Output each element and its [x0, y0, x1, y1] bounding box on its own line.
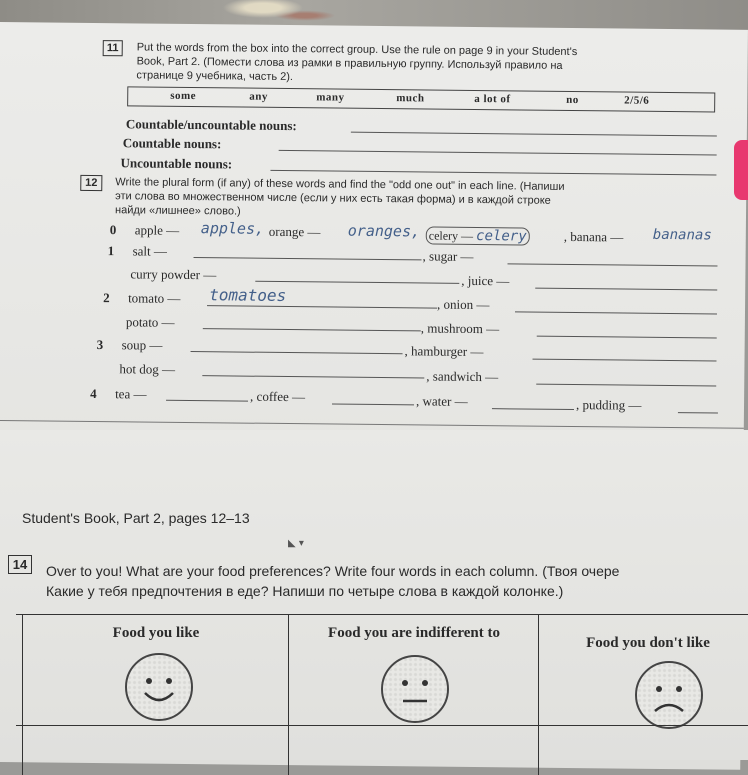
page-edge	[0, 420, 744, 429]
line-number: 2	[103, 290, 110, 306]
word: salt —	[132, 243, 167, 259]
word: , sugar —	[422, 248, 474, 264]
word: curry powder —	[130, 266, 217, 283]
word-box-item: a lot of	[474, 92, 511, 106]
word: soup —	[121, 337, 163, 353]
word: , mushroom —	[420, 320, 500, 337]
exercise-14-number: 14	[8, 555, 32, 574]
answer-line[interactable]	[166, 400, 248, 402]
handwritten-answer: oranges,	[347, 221, 421, 241]
word-box-item: no	[566, 93, 579, 107]
line-number: 3	[96, 337, 104, 353]
word: celery —	[428, 228, 474, 243]
line-number: 1	[107, 243, 115, 259]
group-label-countable-uncountable: Countable/uncountable nouns:	[125, 116, 297, 134]
word-box-item: much	[396, 92, 425, 105]
exercise-12-instruction-2: эти слова во множественном числе (если у них есть такая форма) и в каждой строке	[115, 190, 551, 207]
word: , juice —	[461, 272, 510, 289]
word-box-item: many	[316, 91, 345, 104]
food-preferences-table	[16, 614, 748, 775]
word: , pudding —	[575, 397, 642, 413]
exercise-11-instruction-ru: странице 9 учебника, часть 2).	[136, 69, 294, 84]
answer-line[interactable]	[270, 170, 716, 176]
word: , onion —	[436, 296, 490, 313]
pen-mark: ◣ ▾	[288, 538, 304, 549]
flower-decoration	[215, 0, 335, 26]
answer-line[interactable]	[191, 351, 403, 354]
word: , coffee —	[250, 388, 306, 405]
word: apple —	[134, 222, 180, 238]
neutral-face-icon	[381, 655, 449, 723]
answer-line[interactable]	[507, 263, 717, 266]
handwritten-answer: apples,	[200, 219, 265, 238]
group-label-countable: Countable nouns:	[122, 135, 222, 152]
exercise-12-instruction: Write the plural form (if any) of these words and find the "odd one out" in each line. (Напиши	[115, 176, 565, 193]
answer-line[interactable]	[203, 328, 421, 331]
column-header-like: Food you like	[112, 625, 200, 641]
answer-line[interactable]	[537, 336, 717, 339]
word: , hamburger —	[404, 343, 484, 360]
answer-line[interactable]	[351, 132, 717, 137]
word-box	[127, 86, 715, 112]
odd-one-out-circle	[426, 226, 530, 245]
line-number: 4	[90, 385, 97, 402]
exercise-14-instruction-ru: Какие у тебя предпочтения в еде? Напиши по четыре слова в каждой колонке.)	[46, 583, 564, 599]
word: , banana —	[563, 228, 624, 245]
word-box-item: any	[249, 90, 268, 103]
word-box-item: 2/5/6	[624, 94, 650, 107]
answer-line[interactable]	[678, 412, 718, 413]
exercise-14-instruction: Over to you! What are your food preferences? Write four words in each column. (Твоя очере	[46, 563, 620, 579]
answer-line[interactable]	[207, 305, 437, 308]
word: , sandwich —	[426, 368, 499, 385]
answer-line[interactable]	[492, 408, 574, 410]
group-label-uncountable: Uncountable nouns:	[120, 155, 233, 172]
word: orange —	[268, 223, 321, 240]
table-row-divider	[16, 725, 748, 726]
handwritten-answer: celery	[476, 227, 527, 245]
exercise-12-number: 12	[80, 175, 102, 191]
answer-line[interactable]	[535, 288, 717, 291]
exercise-11-number: 11	[103, 40, 123, 56]
section-title: Student's Book, Part 2, pages 12–13	[22, 510, 250, 526]
word: potato —	[125, 314, 175, 330]
handwritten-answer: tomatoes	[209, 285, 287, 306]
answer-line[interactable]	[202, 375, 424, 378]
column-like	[22, 615, 289, 775]
word: tomato —	[128, 290, 181, 306]
pink-object	[734, 140, 748, 200]
column-dislike	[538, 615, 748, 775]
word: , water —	[415, 393, 468, 409]
line-number: 0	[109, 222, 117, 238]
column-indifferent	[288, 615, 539, 775]
answer-line[interactable]	[194, 257, 422, 260]
word: tea —	[115, 386, 147, 402]
column-header-dislike: Food you don't like	[586, 635, 710, 651]
handwritten-answer: bananas	[652, 226, 712, 244]
sad-face-icon	[635, 661, 703, 729]
word: hot dog —	[119, 361, 176, 377]
answer-line[interactable]	[515, 311, 717, 314]
answer-line[interactable]	[255, 281, 459, 284]
exercise-11-instruction: Put the words from the box into the correct group. Use the rule on page 9 in your Student's	[136, 41, 578, 59]
answer-line[interactable]	[532, 359, 716, 362]
exercise-11-instruction-2: Book, Part 2. (Помести слова из рамки в правильную группу. Используй правило на	[136, 55, 563, 72]
answer-line[interactable]	[332, 403, 414, 405]
smiling-face-icon	[125, 653, 193, 721]
exercise-12-instruction-3: найди «лишнее» слово.)	[114, 204, 241, 218]
word-box-item: some	[170, 89, 197, 103]
answer-line[interactable]	[536, 384, 716, 387]
column-header-indifferent: Food you are indifferent to	[328, 625, 500, 641]
answer-line[interactable]	[279, 150, 717, 156]
